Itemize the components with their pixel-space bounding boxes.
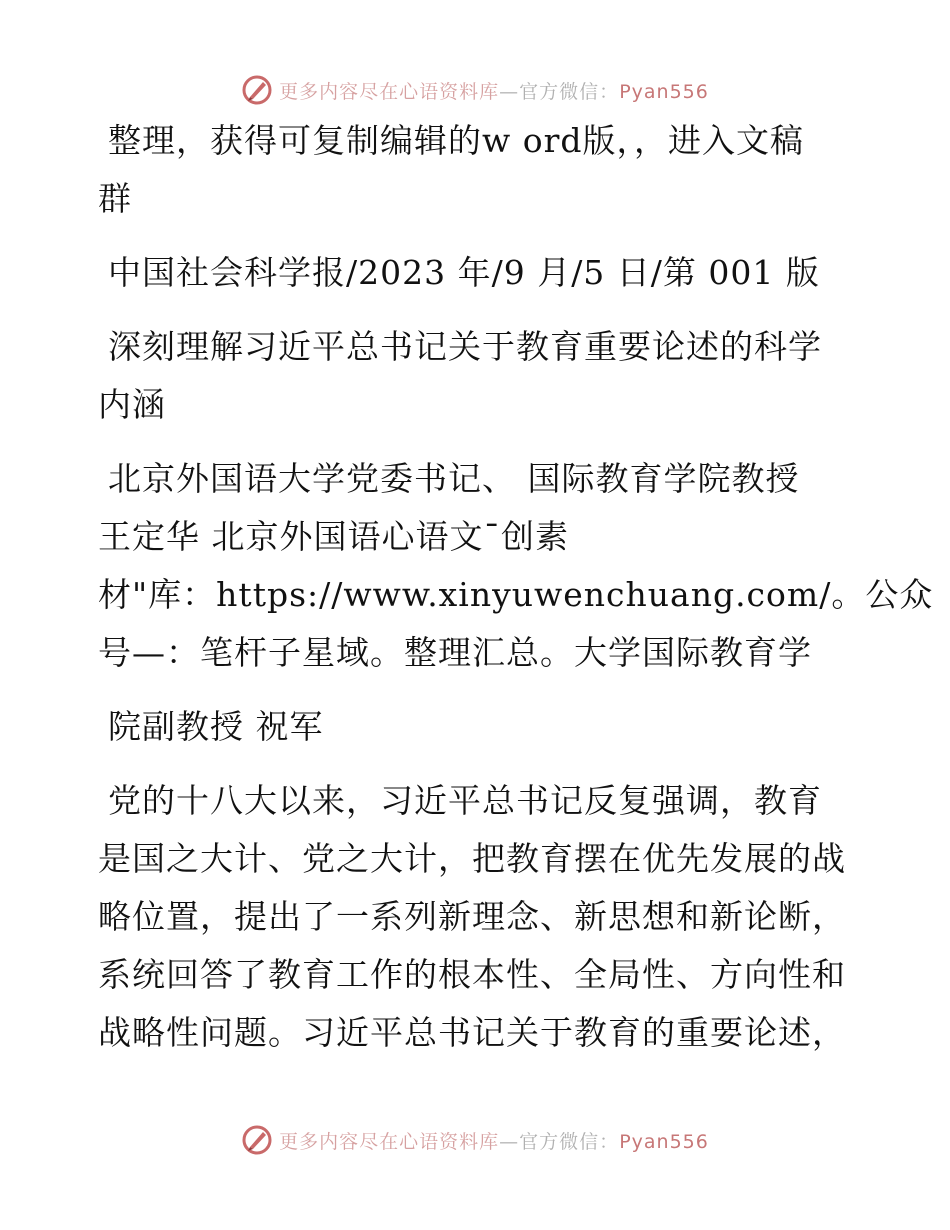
pen-logo-icon (241, 74, 273, 106)
author-line: 王定华 北京外国语心语文¯创素 (98, 517, 569, 556)
body-paragraph-line: 战略性问题。习近平总书记关于教育的重要论述， (98, 1013, 846, 1052)
author-tail-line: 院副教授 祝军 (108, 707, 324, 746)
article-title-line: 深刻理解习近平总书记关于教育重要论述的科学 (108, 327, 822, 366)
watermark-site-text: 更多内容尽在心语资料库 (279, 1130, 500, 1153)
intro-line: 群 (98, 179, 132, 218)
body-paragraph-line: 党的十八大以来，习近平总书记反复强调，教育 (108, 781, 822, 820)
author-line: 材"库：https://www.xinyuwenchuang.com/。公众 (98, 575, 934, 614)
body-paragraph-line: 系统回答了教育工作的根本性、全局性、方向性和 (98, 955, 846, 994)
watermark-wechat-id: Pyan556 (619, 80, 709, 103)
document-body (98, 112, 934, 1062)
watermark-site-text: 更多内容尽在心语资料库 (279, 80, 500, 103)
source-line: 中国社会科学报/2023 年/9 月/5 日/第 001 版 (108, 253, 820, 292)
body-paragraph-line: 是国之大计、党之大计，把教育摆在优先发展的战 (98, 839, 846, 878)
watermark-separator: — (499, 80, 520, 103)
intro-line: 整理，获得可复制编辑的w ord版，，进入文稿 (108, 121, 805, 160)
watermark-banner-top (0, 70, 950, 110)
article-title-line: 内涵 (98, 385, 166, 424)
body-paragraph-line: 略位置，提出了一系列新理念、新思想和新论断， (98, 897, 846, 936)
watermark-wechat-id: Pyan556 (619, 1130, 709, 1153)
watermark-wechat-label: 官方微信： (519, 80, 620, 103)
author-line: 北京外国语大学党委书记、 国际教育学院教授 (108, 459, 800, 498)
author-line: 号—：笔杆子星域。整理汇总。大学国际教育学 (98, 633, 812, 672)
watermark-separator: — (499, 1130, 520, 1153)
pen-logo-icon (241, 1124, 273, 1156)
watermark-banner-bottom (0, 1120, 950, 1160)
watermark-wechat-label: 官方微信： (519, 1130, 620, 1153)
